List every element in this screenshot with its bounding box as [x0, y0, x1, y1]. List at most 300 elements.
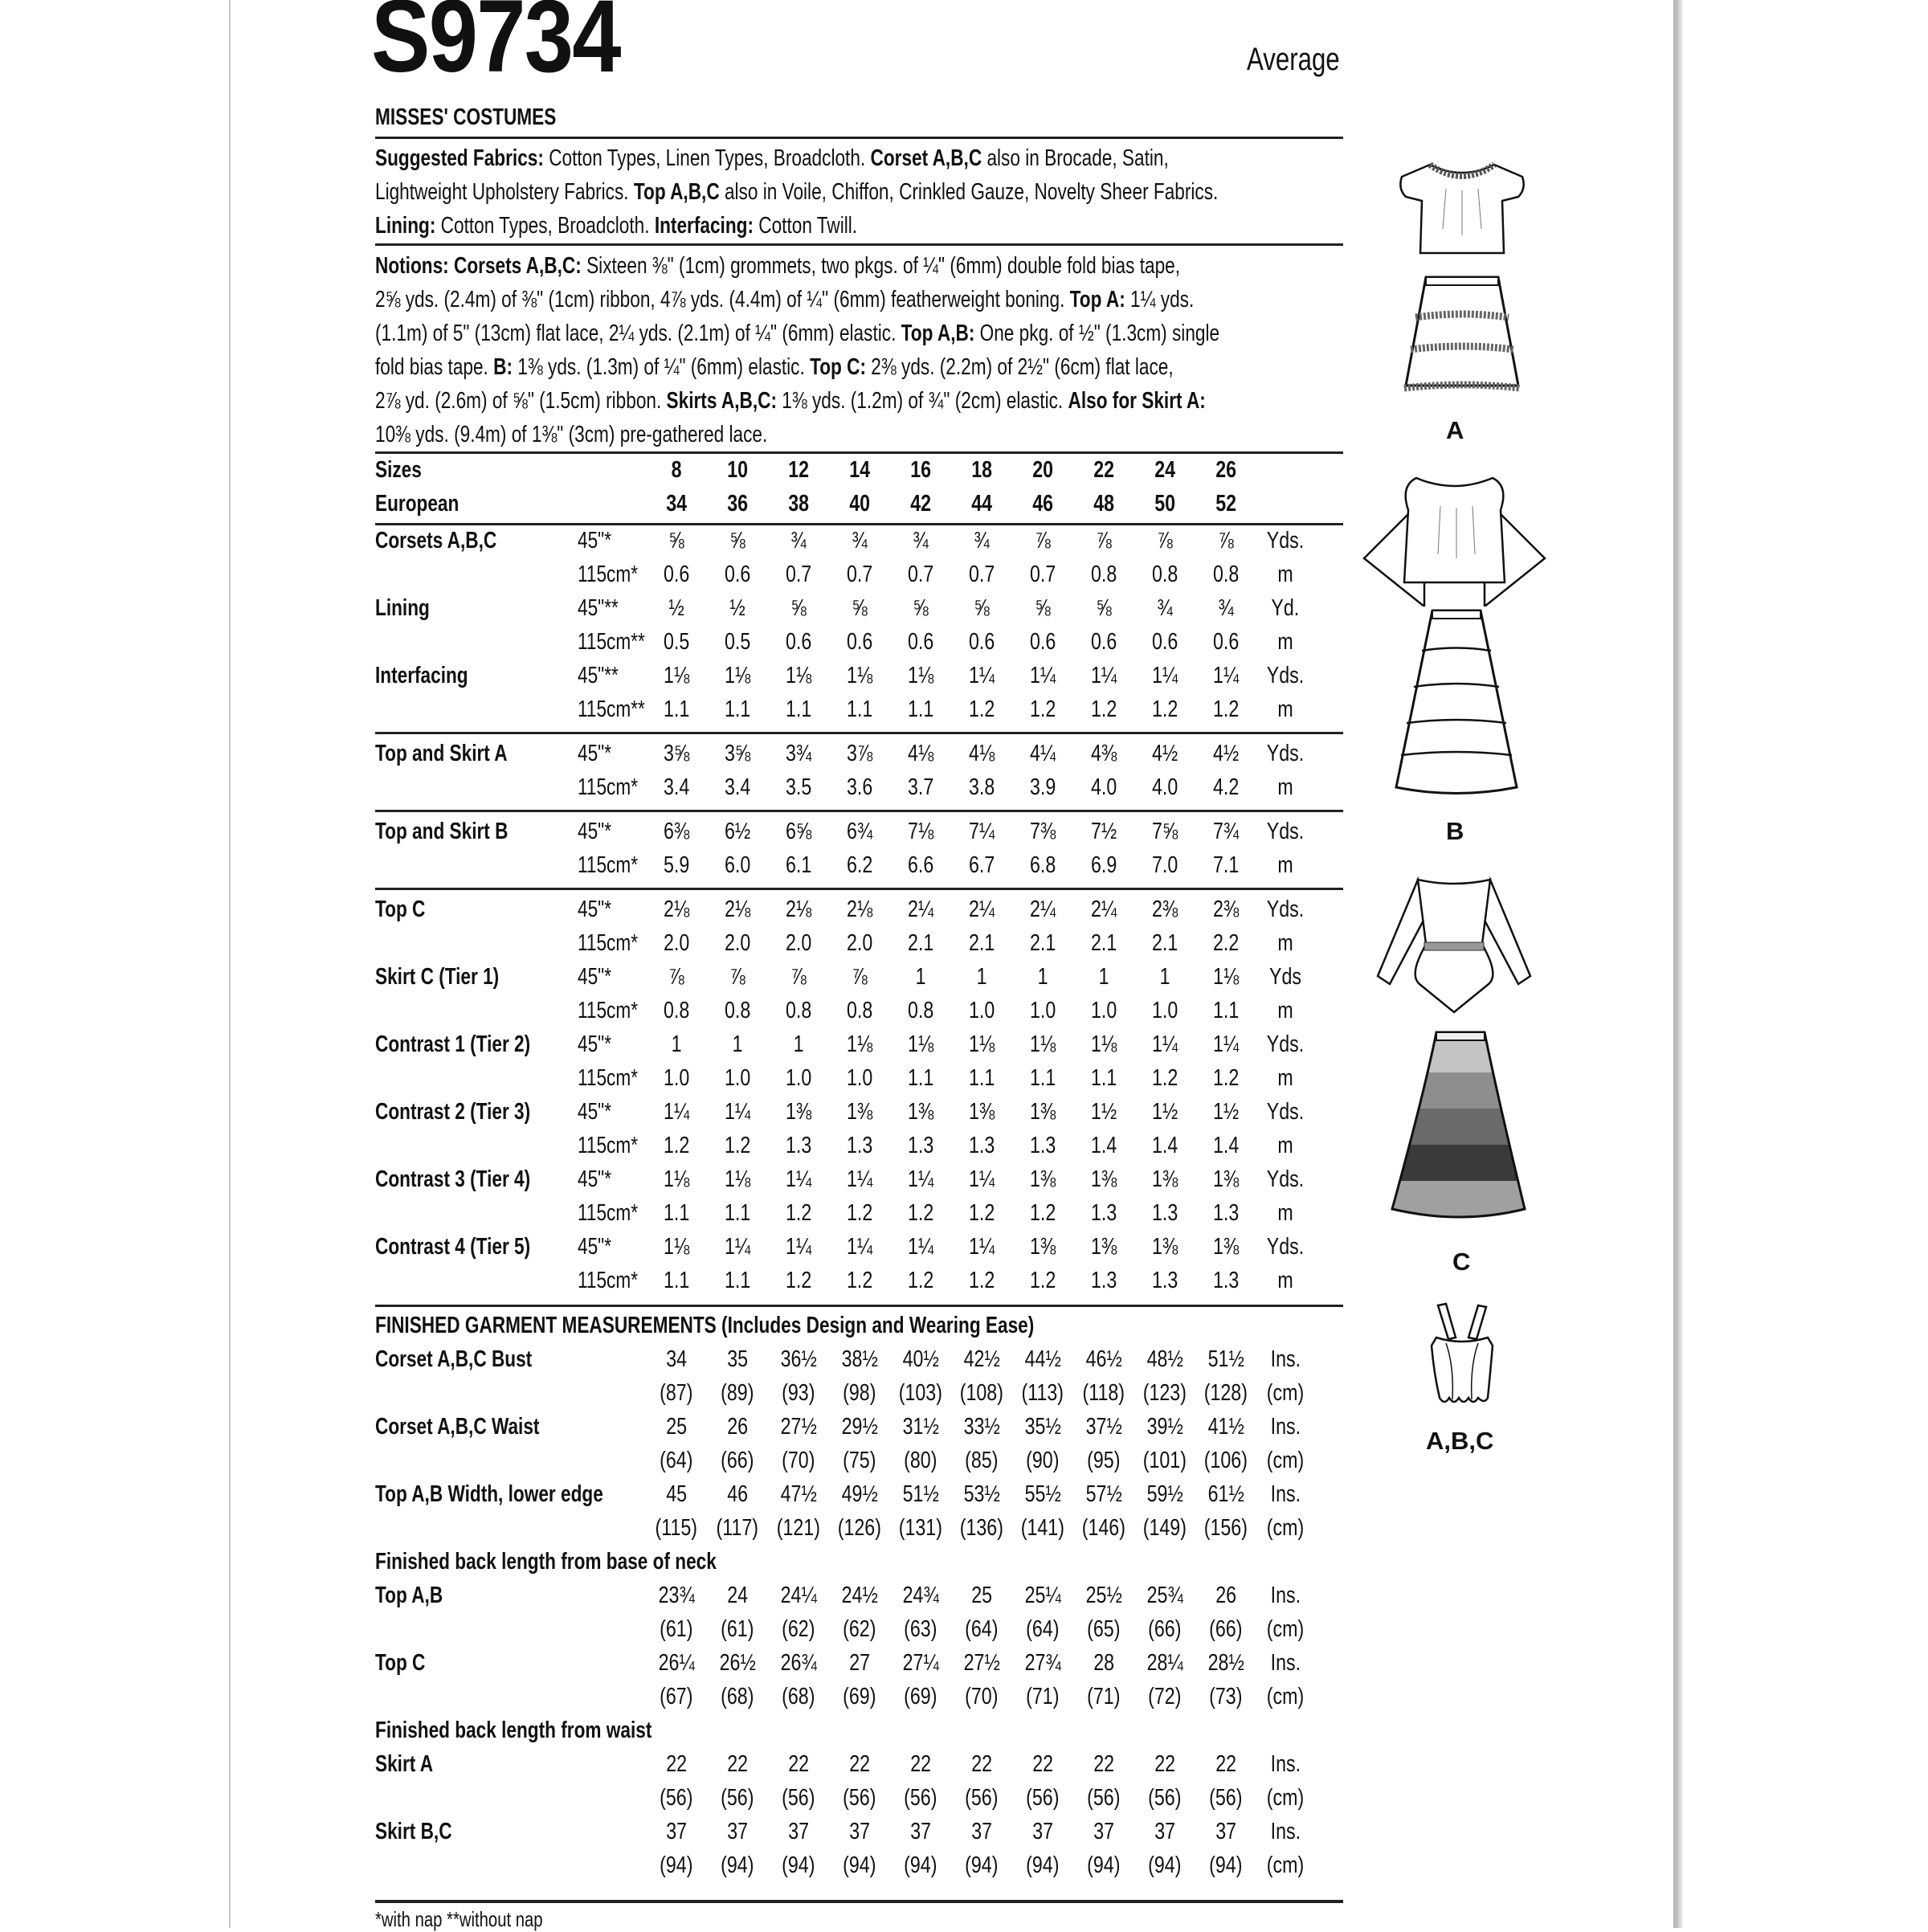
row-label: European: [375, 491, 460, 517]
cell-value: (93): [782, 1380, 815, 1406]
cell-value: 1.1: [1090, 1065, 1117, 1091]
cell-value: 1.3: [1151, 1200, 1178, 1226]
notions-line: [375, 249, 1252, 283]
cell-value: (131): [898, 1515, 943, 1541]
cell-value: 1⅜: [785, 1099, 812, 1125]
cell-value: 1.1: [724, 696, 751, 722]
cell-value: 3.4: [663, 774, 690, 800]
cell-value: 0.6: [968, 629, 995, 655]
cell-value: 22: [1093, 457, 1114, 483]
cell-value: 7¾: [1212, 819, 1240, 844]
cell-value: 1¼: [785, 1234, 812, 1260]
fabric-width: 115cm*: [578, 1065, 639, 1091]
cell-value: 1.1: [1212, 998, 1240, 1023]
peasant-top-a-icon: [1390, 141, 1534, 261]
finished-title: [375, 1313, 1347, 1346]
cell-value: 22: [788, 1751, 809, 1777]
cell-value: 1: [976, 964, 987, 990]
fabric-width: 45"*: [578, 1031, 611, 1057]
table-row: [375, 1065, 1347, 1099]
cell-value: 3⅞: [846, 741, 873, 766]
cell-value: 1⅛: [968, 1031, 995, 1057]
row-label: Interfacing: [375, 663, 468, 688]
cell-value: 51½: [902, 1481, 939, 1507]
table-row: [375, 457, 1347, 491]
cell-value: 7⅝: [1151, 819, 1178, 844]
fabric-width: 115cm*: [578, 930, 639, 956]
bell-sleeve-top-b-icon: [1348, 466, 1561, 607]
cell-value: 4.0: [1090, 774, 1117, 800]
fabrics-text: Cotton Types, Linen Types, Broadcloth.: [543, 145, 871, 171]
cell-value: 1⅜: [1151, 1166, 1178, 1192]
cell-value: 46½: [1085, 1346, 1122, 1372]
cell-value: 1.0: [663, 1065, 690, 1091]
cell-value: 1¼: [724, 1099, 751, 1125]
cell-value: 25: [971, 1583, 992, 1608]
fabric-width: 45"*: [578, 741, 611, 766]
cell-value: ⅞: [729, 964, 745, 990]
cell-value: 1¼: [968, 1166, 995, 1192]
cell-value: 2⅛: [663, 897, 690, 922]
notions-text: fold bias tape.: [375, 354, 494, 380]
cell-value: 0.8: [1151, 562, 1178, 587]
cell-value: 1.3: [846, 1133, 873, 1158]
fabric-width: 115cm*: [578, 852, 639, 878]
cell-value: (156): [1203, 1515, 1248, 1541]
cell-value: 24¼: [780, 1583, 817, 1608]
cell-value: ⅞: [1096, 528, 1112, 553]
cell-value: ⅞: [790, 964, 807, 990]
cell-value: 1: [732, 1031, 743, 1057]
cell-value: ¾: [1218, 595, 1234, 621]
fabrics-text: also in Voile, Chiffon, Crinkled Gauze, Novelty Sheer Fabrics.: [719, 179, 1219, 205]
cell-value: (87): [660, 1380, 693, 1406]
cell-value: 1: [1098, 964, 1109, 990]
cell-value: 1¼: [724, 1234, 751, 1260]
row-label: Contrast 3 (Tier 4): [375, 1166, 531, 1192]
cell-value: 22: [1032, 1751, 1053, 1777]
cell-value: 1½: [1090, 1099, 1117, 1125]
fabrics-text: also in Brocade, Satin,: [982, 145, 1169, 171]
cell-value: (64): [660, 1448, 693, 1473]
cell-value: 1.1: [663, 696, 690, 722]
cell-value: 22: [1154, 1751, 1175, 1777]
cell-value: (71): [1087, 1684, 1121, 1709]
cell-value: 2⅛: [785, 897, 812, 922]
cell-value: 0.7: [1029, 562, 1056, 587]
unit: Ins.: [1270, 1346, 1301, 1372]
table-row: [375, 1515, 1347, 1549]
cell-value: 1¼: [907, 1166, 934, 1192]
cell-value: (61): [660, 1616, 693, 1642]
cell-value: 1: [915, 964, 926, 990]
cell-value: 47½: [780, 1481, 817, 1507]
cell-value: 1: [1159, 964, 1170, 990]
cell-value: 14: [849, 457, 870, 483]
cell-value: 6.1: [785, 852, 812, 878]
cell-value: (123): [1142, 1380, 1187, 1406]
unit: Yds.: [1266, 1166, 1305, 1192]
view-label-b: B: [1446, 817, 1464, 845]
table-row: [375, 774, 1347, 808]
cell-value: 1: [793, 1031, 804, 1057]
cell-value: 1.2: [1029, 1268, 1056, 1293]
row-label: Top and Skirt A: [375, 741, 508, 766]
notions-text: 2⅜ yds. (2.2m) of 2½" (6cm) flat lace,: [865, 354, 1174, 380]
cell-value: (94): [843, 1852, 876, 1878]
cell-value: 26½: [719, 1650, 756, 1676]
cell-value: 25¾: [1146, 1583, 1183, 1608]
cell-value: 1.2: [1212, 696, 1240, 722]
cell-value: 2⅜: [1212, 897, 1240, 922]
cell-value: 1.2: [907, 1200, 934, 1226]
cell-value: (64): [1026, 1616, 1060, 1642]
notions-heading: Top A,B:: [901, 321, 975, 346]
divider: [375, 810, 1343, 812]
cell-value: (94): [904, 1852, 937, 1878]
cell-value: 1.2: [968, 1268, 995, 1293]
cell-value: 28: [1093, 1650, 1114, 1676]
cell-value: 22: [666, 1751, 687, 1777]
cell-value: 37: [1154, 1819, 1175, 1844]
table-row: [375, 1031, 1347, 1065]
cell-value: 1.3: [1090, 1268, 1117, 1293]
notions-text: 1⅜ yds. (1.2m) of ¾" (2cm) elastic.: [776, 388, 1068, 414]
cell-value: 10: [727, 457, 748, 483]
row-label: Corsets A,B,C: [375, 528, 497, 553]
cell-value: 1⅜: [1212, 1234, 1240, 1260]
fabrics-text: Lightweight Upholstery Fabrics.: [375, 179, 634, 205]
cell-value: 2⅜: [1151, 897, 1178, 922]
cell-value: (56): [1209, 1785, 1243, 1811]
notions-heading: Top C:: [810, 354, 866, 380]
cell-value: 1.1: [663, 1200, 690, 1226]
unit: Ins.: [1270, 1819, 1301, 1844]
cell-value: (80): [904, 1448, 937, 1473]
notions: [375, 249, 1500, 451]
cell-value: 2¼: [1090, 897, 1117, 922]
cell-value: 1⅛: [785, 663, 812, 688]
cell-value: (63): [904, 1616, 937, 1642]
cell-value: 27½: [963, 1650, 1000, 1676]
unit: (cm): [1266, 1684, 1305, 1709]
row-label: Skirt A: [375, 1751, 434, 1777]
cell-value: 6.0: [724, 852, 751, 878]
cell-value: 6½: [724, 819, 751, 844]
cell-value: (121): [776, 1515, 821, 1541]
cell-value: ⅞: [852, 964, 868, 990]
cell-value: 57½: [1085, 1481, 1122, 1507]
cell-value: 0.6: [1151, 629, 1178, 655]
table-row: [375, 562, 1347, 595]
fabric-width: 45"**: [578, 595, 619, 621]
fabrics-line: [375, 175, 1252, 209]
cell-value: ⅝: [1096, 595, 1112, 621]
cell-value: 1¼: [663, 1099, 690, 1125]
cell-value: 1¼: [1090, 663, 1117, 688]
cell-value: 1.2: [1090, 696, 1117, 722]
cell-value: 1½: [1151, 1099, 1178, 1125]
cell-value: (62): [843, 1616, 876, 1642]
cell-value: (106): [1203, 1448, 1248, 1473]
cell-value: 1⅛: [663, 1166, 690, 1192]
cell-value: 20: [1032, 457, 1053, 483]
cell-value: 1.0: [1029, 998, 1056, 1023]
divider: [375, 732, 1343, 734]
cell-value: 1¼: [1029, 663, 1056, 688]
cell-value: 6.8: [1029, 852, 1056, 878]
table-row: [375, 964, 1347, 998]
unit: Yds.: [1266, 741, 1305, 766]
row-label: Skirt C (Tier 1): [375, 964, 500, 990]
corset-abc-icon: [1422, 1301, 1502, 1410]
cell-value: (66): [1209, 1616, 1243, 1642]
notions-heading: Notions: Corsets A,B,C:: [375, 253, 582, 279]
cell-value: 48½: [1146, 1346, 1183, 1372]
cell-value: (149): [1142, 1515, 1187, 1541]
divider: [375, 243, 1343, 246]
fabric-width: 115cm*: [578, 1200, 639, 1226]
notions-text: 2⅞ yd. (2.6m) of ⅝" (1.5cm) ribbon.: [375, 388, 667, 414]
row-label: Contrast 2 (Tier 3): [375, 1099, 531, 1125]
cell-value: 0.6: [1090, 629, 1117, 655]
cell-value: (72): [1148, 1684, 1182, 1709]
cell-value: 1.2: [1029, 1200, 1056, 1226]
cell-value: 44: [971, 491, 992, 517]
cell-value: (65): [1087, 1616, 1121, 1642]
cell-value: 1.2: [1151, 696, 1178, 722]
cell-value: 0.5: [663, 629, 690, 655]
section-heading-text: Finished back length from base of neck: [375, 1549, 717, 1575]
cell-value: 3.6: [846, 774, 873, 800]
cell-value: (56): [1087, 1785, 1121, 1811]
cell-value: 38½: [841, 1346, 878, 1372]
fabrics-text: Cotton Types, Broadcloth.: [435, 213, 655, 239]
cell-value: 0.5: [724, 629, 751, 655]
cell-value: (98): [843, 1380, 876, 1406]
unit: (cm): [1266, 1515, 1305, 1541]
cell-value: 6.7: [968, 852, 995, 878]
cell-value: 1.2: [1151, 1065, 1178, 1091]
fabrics-heading: Top A,B,C: [633, 179, 720, 205]
cell-value: (73): [1209, 1684, 1243, 1709]
cell-value: 1⅜: [846, 1099, 873, 1125]
fabrics-heading: Lining:: [375, 213, 436, 239]
notions-text: 1¼ yds.: [1125, 287, 1195, 312]
unit: Ins.: [1270, 1583, 1301, 1608]
cell-value: (94): [1209, 1852, 1243, 1878]
fabric-width: 45"**: [578, 663, 619, 688]
cell-value: 34: [666, 491, 687, 517]
cell-value: 16: [910, 457, 931, 483]
cell-value: 4½: [1212, 741, 1240, 766]
cell-value: 1.1: [724, 1200, 751, 1226]
cell-value: 1.3: [968, 1133, 995, 1158]
cell-value: 24¾: [902, 1583, 939, 1608]
cell-value: 1: [671, 1031, 682, 1057]
tiered-skirt-b-icon: [1380, 607, 1533, 799]
cell-value: 1.3: [907, 1133, 934, 1158]
unit: Yds.: [1266, 1099, 1305, 1125]
cell-value: (66): [1148, 1616, 1182, 1642]
cell-value: 1.0: [1090, 998, 1117, 1023]
cell-value: 28¼: [1146, 1650, 1183, 1676]
cell-value: (70): [782, 1448, 815, 1473]
cell-value: (94): [965, 1852, 999, 1878]
cell-value: ⅝: [852, 595, 868, 621]
cell-value: 0.7: [846, 562, 873, 587]
cell-value: 1⅛: [663, 663, 690, 688]
cell-value: 0.6: [846, 629, 873, 655]
fit-label: Average: [1247, 42, 1340, 77]
cell-value: 27½: [780, 1414, 817, 1440]
cell-value: 1.4: [1090, 1133, 1117, 1158]
table-row: [375, 741, 1347, 774]
table-row: [375, 1414, 1347, 1448]
row-label: Sizes: [375, 457, 422, 483]
cell-value: ¾: [852, 528, 868, 553]
cell-value: (62): [782, 1616, 815, 1642]
fabrics-heading: Interfacing:: [654, 213, 754, 239]
cell-value: 35: [727, 1346, 748, 1372]
footnote: *with nap **without nap: [375, 1907, 543, 1931]
cell-value: 2.1: [907, 930, 934, 956]
cell-value: 1.2: [785, 1200, 812, 1226]
cell-value: ½: [729, 595, 745, 621]
table-row: [375, 629, 1347, 663]
cell-value: (94): [1148, 1852, 1182, 1878]
fabric-width: 115cm*: [578, 562, 639, 587]
cell-value: 26: [727, 1414, 748, 1440]
cell-value: 61½: [1207, 1481, 1244, 1507]
cell-value: 49½: [841, 1481, 878, 1507]
table-row: [375, 663, 1347, 696]
cell-value: 2.0: [663, 930, 690, 956]
cell-value: 40½: [902, 1346, 939, 1372]
section-heading: [375, 1549, 1347, 1583]
cell-value: 39½: [1146, 1414, 1183, 1440]
cell-value: (56): [660, 1785, 693, 1811]
fabric-width: 115cm**: [578, 629, 645, 655]
cell-value: 3⅝: [724, 741, 751, 766]
cell-value: 37: [1215, 1819, 1236, 1844]
cell-value: 1¼: [785, 1166, 812, 1192]
unit: m: [1277, 998, 1293, 1023]
unit: Yds: [1268, 964, 1301, 990]
cell-value: 26¾: [780, 1650, 817, 1676]
unit: Ins.: [1270, 1650, 1301, 1676]
cell-value: 37: [666, 1819, 687, 1844]
cell-value: 33½: [963, 1414, 1000, 1440]
cell-value: 6⅜: [663, 819, 690, 844]
cell-value: 1.2: [846, 1268, 873, 1293]
unit: (cm): [1266, 1852, 1305, 1878]
cell-value: 37: [849, 1819, 870, 1844]
divider: [375, 1305, 1343, 1307]
long-sleeve-top-c-icon: [1362, 872, 1546, 1020]
table-row: [375, 1684, 1347, 1718]
cell-value: 22: [910, 1751, 931, 1777]
cell-value: 1⅛: [907, 1031, 934, 1057]
cell-value: 26: [1215, 457, 1236, 483]
table-row: [375, 1448, 1347, 1481]
section-heading: [375, 1718, 1347, 1751]
unit: Yds.: [1266, 1234, 1305, 1260]
cell-value: (56): [1026, 1785, 1060, 1811]
cell-value: (146): [1081, 1515, 1126, 1541]
table-row: [375, 595, 1347, 629]
unit: (cm): [1266, 1616, 1305, 1642]
cell-value: 22: [727, 1751, 748, 1777]
cell-value: 0.8: [846, 998, 873, 1023]
fabric-width: 115cm*: [578, 1133, 639, 1158]
cell-value: 1⅜: [1212, 1166, 1240, 1192]
cell-value: 2⅛: [724, 897, 751, 922]
cell-value: 4½: [1151, 741, 1178, 766]
cell-value: 1⅜: [1029, 1099, 1056, 1125]
cell-value: 1.2: [1212, 1065, 1240, 1091]
cell-value: (94): [1026, 1852, 1060, 1878]
fabric-width: 115cm**: [578, 696, 645, 722]
cell-value: 0.6: [663, 562, 690, 587]
cell-value: 0.6: [785, 629, 812, 655]
view-label-abc: A,B,C: [1426, 1427, 1494, 1455]
cell-value: 0.7: [907, 562, 934, 587]
row-label: Skirt B,C: [375, 1819, 452, 1844]
unit: m: [1277, 562, 1293, 587]
divider: [375, 137, 1343, 139]
pattern-title: MISSES' COSTUMES: [375, 104, 557, 130]
cell-value: (94): [1087, 1852, 1121, 1878]
cell-value: 37: [971, 1819, 992, 1844]
cell-value: 1.2: [968, 1200, 995, 1226]
cell-value: 1⅛: [724, 1166, 751, 1192]
row-label: Top and Skirt B: [375, 819, 509, 844]
cell-value: 1¼: [1212, 1031, 1240, 1057]
row-label: Lining: [375, 595, 430, 621]
cell-value: 1.1: [1029, 1065, 1056, 1091]
cell-value: 22: [1215, 1751, 1236, 1777]
table-row: [375, 1346, 1347, 1380]
table-row: [375, 1785, 1347, 1819]
cell-value: (115): [655, 1515, 698, 1541]
cell-value: 1⅛: [1029, 1031, 1056, 1057]
cell-value: (101): [1142, 1448, 1187, 1473]
row-label: Top A,B Width, lower edge: [375, 1481, 603, 1507]
cell-value: 1.2: [663, 1133, 690, 1158]
cell-value: 59½: [1146, 1481, 1183, 1507]
cell-value: 2⅛: [846, 897, 873, 922]
cell-value: (108): [959, 1380, 1004, 1406]
cell-value: 1.1: [663, 1268, 690, 1293]
table-row: [375, 1234, 1347, 1268]
divider: [375, 451, 1343, 454]
notions-heading: Top A:: [1069, 287, 1125, 312]
cell-value: 1.0: [1151, 998, 1178, 1023]
fabric-width: 45"*: [578, 819, 611, 844]
table-row: [375, 1380, 1347, 1414]
cell-value: 6.2: [846, 852, 873, 878]
cell-value: 7½: [1090, 819, 1117, 844]
cell-value: 2¼: [1029, 897, 1056, 922]
cell-value: 0.8: [907, 998, 934, 1023]
cell-value: (136): [959, 1515, 1004, 1541]
cell-value: 1.0: [785, 1065, 812, 1091]
cell-value: 1.4: [1212, 1133, 1240, 1158]
table-row: [375, 1268, 1347, 1301]
cell-value: 1.0: [968, 998, 995, 1023]
cell-value: (56): [1148, 1785, 1182, 1811]
